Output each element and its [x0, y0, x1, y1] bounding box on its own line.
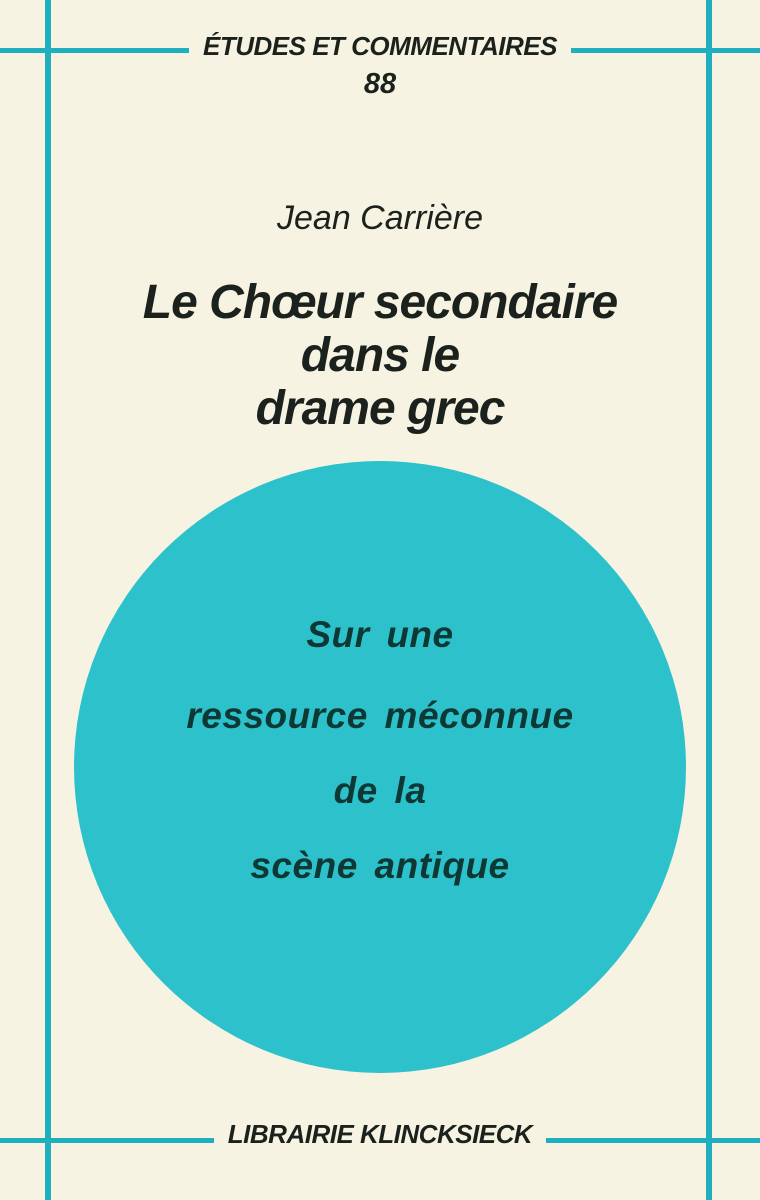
book-title-line-1: Le Chœur secondaire [142, 276, 618, 329]
book-title [0, 276, 760, 435]
subtitle-line-4: scène antique [250, 845, 510, 886]
series-header [0, 32, 760, 68]
publisher-name: LIBRAIRIE KLINCKSIECK [227, 1119, 533, 1149]
turquoise-circle [74, 461, 686, 1073]
top-rule-right-segment [571, 48, 760, 53]
book-title-line-3: drame grec [255, 382, 505, 435]
bottom-rule-right-segment [546, 1138, 760, 1143]
subtitle-line-1: Sur une [306, 614, 454, 655]
left-frame-rule [45, 0, 51, 1200]
series-title: ÉTUDES ET COMMENTAIRES [203, 31, 557, 61]
author-name: Jean Carrière [277, 199, 483, 237]
subtitle-line-3: de la [333, 770, 427, 811]
top-rule-left-segment [0, 48, 189, 53]
publisher-footer [0, 1119, 760, 1158]
book-title-line-2: dans le [300, 329, 460, 382]
bottom-rule-left-segment [0, 1138, 214, 1143]
right-frame-rule [706, 0, 712, 1200]
series-number: 88 [363, 68, 397, 100]
subtitle-line-2: ressource méconnue [186, 695, 574, 736]
